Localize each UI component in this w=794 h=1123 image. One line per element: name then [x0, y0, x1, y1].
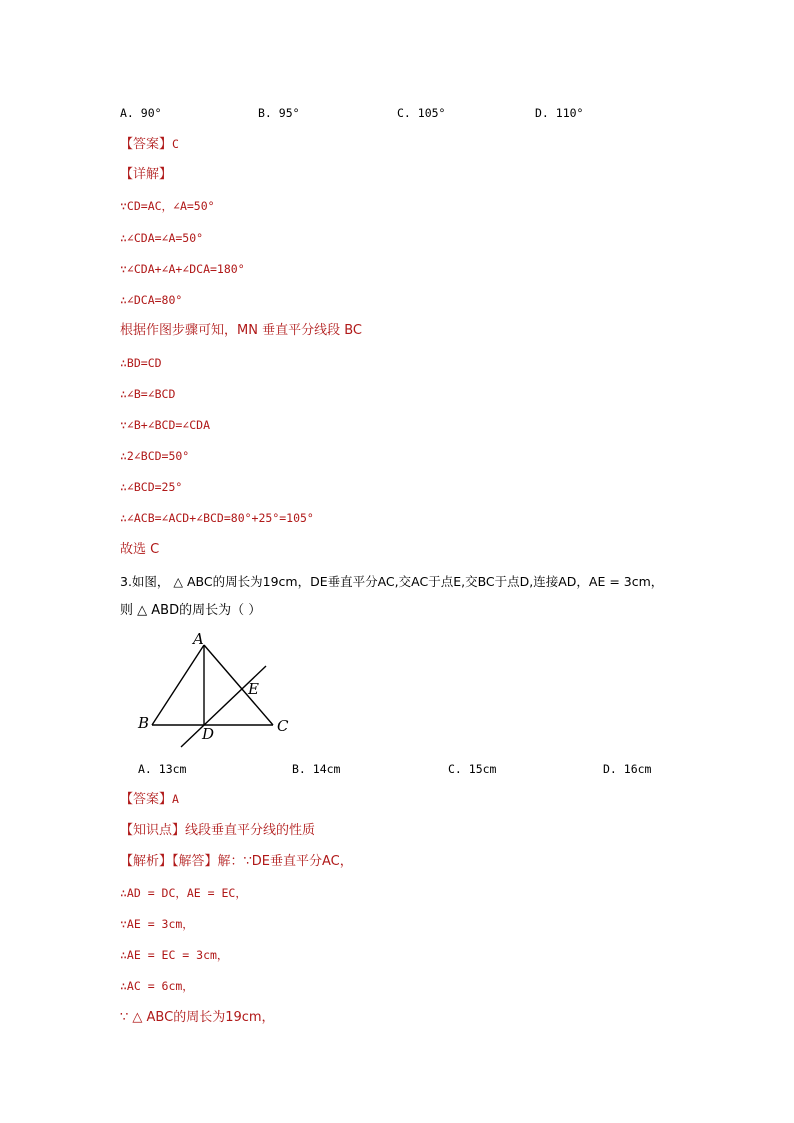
analysis-tag: 【解析】【解答】 — [120, 854, 218, 869]
answer-value: C — [172, 137, 179, 151]
q3-option-d: D. 16cm — [603, 762, 652, 776]
q3-answer — [120, 791, 179, 808]
q2-step: ∵CD=AC，∠A=50° — [120, 199, 215, 213]
label-a: A — [193, 630, 204, 648]
analysis-value: 解：∵DE垂直平分AC， — [217, 854, 353, 869]
knowledge-value: 线段垂直平分线的性质 — [185, 823, 316, 838]
q3-step: ∴AC = 6cm， — [120, 979, 194, 993]
knowledge-tag: 【知识点】 — [120, 823, 186, 838]
q3-option-b: B. 14cm — [292, 762, 341, 776]
q3-stem-line2: 则 △ ABD的周长为（ ） — [120, 603, 262, 618]
q2-step: 根据作图步骤可知，MN 垂直平分线段 BC — [120, 323, 362, 338]
perpendicular-bisector-de — [181, 666, 266, 747]
label-b: B — [138, 714, 150, 732]
answer-tag: 【答案】 — [120, 792, 173, 807]
q3-step: ∵AE = 3cm， — [120, 917, 194, 931]
q2-step: ∵∠CDA+∠A+∠DCA=180° — [120, 262, 245, 276]
label-e: E — [248, 680, 259, 698]
side-ac — [204, 645, 273, 725]
q3-stem-line1: 3.如图， △ ABC的周长为19cm，DE垂直平分AC,交AC于点E,交BC于点D,连接AD，AE = 3cm， — [120, 574, 664, 589]
q3-step: ∴AD = DC，AE = EC， — [120, 886, 247, 900]
q3-step: ∴AE = EC = 3cm， — [120, 948, 229, 962]
label-d: D — [202, 725, 215, 743]
q2-step: ∴∠B=∠BCD — [120, 387, 176, 401]
q2-step: ∴∠CDA=∠A=50° — [120, 231, 204, 245]
triangle-figure — [130, 628, 300, 750]
q2-option-c: C. 105° — [397, 106, 446, 120]
q3-analysis — [120, 853, 353, 870]
side-ab — [152, 645, 204, 725]
answer-value: A — [172, 792, 179, 806]
q2-step: ∴∠DCA=80° — [120, 293, 183, 307]
detail-tag: 【详解】 — [120, 167, 173, 182]
q3-knowledge — [120, 822, 315, 839]
q2-option-d: D. 110° — [535, 106, 584, 120]
q3-option-a: A. 13cm — [138, 762, 187, 776]
q2-answer — [120, 136, 179, 153]
q2-step: ∵∠B+∠BCD=∠CDA — [120, 418, 211, 432]
q2-step: ∴BD=CD — [120, 356, 162, 370]
q2-conclusion: 故选 C — [120, 542, 160, 557]
q2-step: ∴2∠BCD=50° — [120, 449, 190, 463]
q2-step: ∴∠ACB=∠ACD+∠BCD=80°+25°=105° — [120, 511, 314, 525]
q2-option-b: B. 95° — [258, 106, 300, 120]
q2-step: ∴∠BCD=25° — [120, 480, 183, 494]
q2-option-a: A. 90° — [120, 106, 162, 120]
q2-detail-heading — [120, 166, 172, 183]
label-c: C — [277, 717, 289, 735]
answer-tag: 【答案】 — [120, 137, 173, 152]
q3-option-c: C. 15cm — [448, 762, 497, 776]
q3-step: ∵ △ ABC的周长为19cm， — [120, 1010, 275, 1025]
